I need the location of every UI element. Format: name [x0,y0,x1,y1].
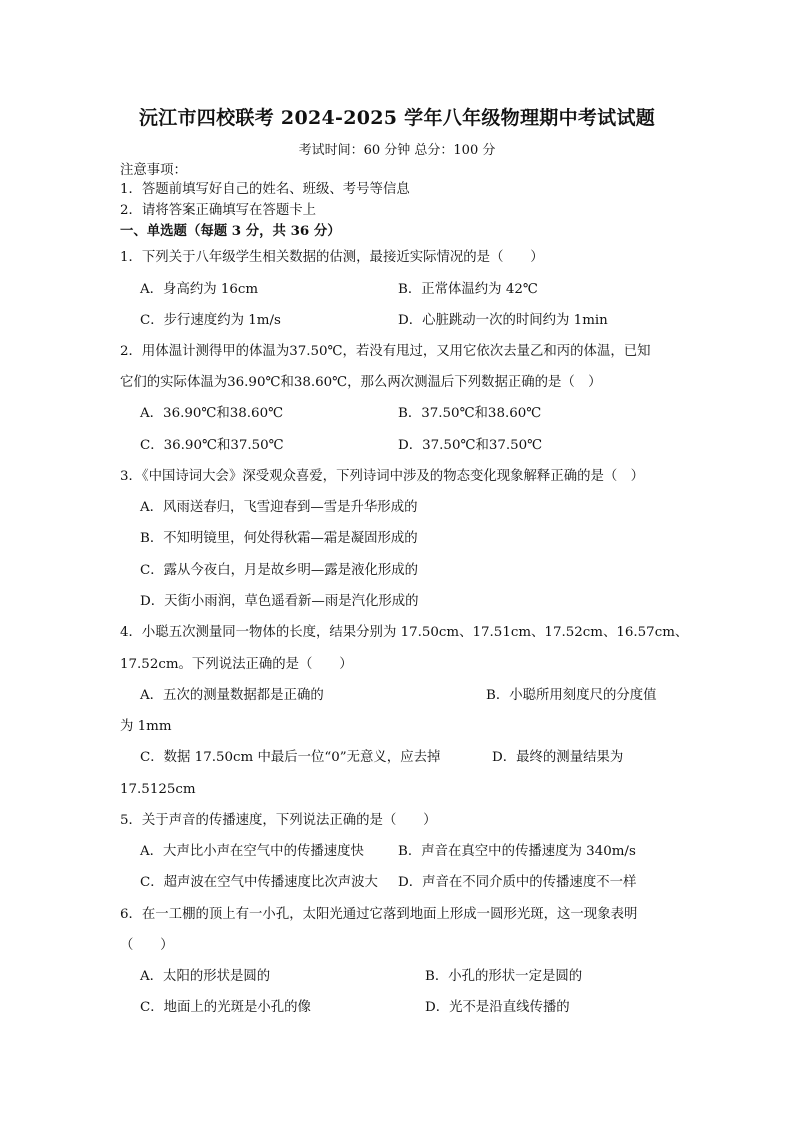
question-6-option-b: B．小孔的形状一定是圆的 [425,969,583,984]
question-6-option-d: D．光不是沿直线传播的 [425,1000,570,1015]
question-4-option-a: A．五次的测量数据都是正确的 [140,688,324,703]
question-2-option-c: C．36.90℃和37.50℃ [140,438,284,453]
question-2-option-d: D．37.50℃和37.50℃ [398,438,543,453]
question-6-stem: （ ） [120,938,174,953]
question-2-option-b: B．37.50℃和38.60℃ [398,406,542,421]
question-4-option-b: B．小聪所用刻度尺的分度值 [486,688,657,703]
question-3-option-c: C．露从今夜白，月是故乡明—露是液化形成的 [140,563,419,578]
question-3-option-d: D．天街小雨润，草色遥看新—雨是汽化形成的 [140,594,419,609]
question-3-option-a: A．风雨送春归，飞雪迎春到—雪是升华形成的 [140,500,418,515]
section-heading: 一、单选题（每题 3 分，共 36 分） [120,223,341,239]
question-5-option-b: B．声音在真空中的传播速度为 340m/s [398,844,636,859]
question-2-option-a: A．36.90℃和38.60℃ [140,406,284,421]
note-item: 2．请将答案正确填写在答题卡上 [120,203,316,218]
question-1-option-b: B．正常体温约为 42℃ [398,282,538,297]
question-3-stem: 3．《中国诗词大会》深受观众喜爱，下列诗词中涉及的物态变化现象解释正确的是（ ） [120,469,645,484]
notes-heading: 注意事项： [120,163,187,178]
note-item: 1．答题前填写好自己的姓名、班级、考号等信息 [120,182,410,197]
exam-title: 沅江市四校联考 2024-2025 学年八年级物理期中考试试题 [138,107,656,129]
question-5-option-d: D．声音在不同介质中的传播速度不一样 [398,875,637,890]
question-1-option-c: C．步行速度约为 1m/s [140,313,281,328]
question-6-option-c: C．地面上的光斑是小孔的像 [140,1000,311,1015]
question-1-option-d: D．心脏跳动一次的时间约为 1min [398,313,608,328]
question-4-stem: 17.52cm。下列说法正确的是（ ） [120,657,353,672]
question-5-option-c: C．超声波在空气中传播速度比次声波大 [140,875,378,890]
question-4-option-d: D．最终的测量结果为 [492,750,624,765]
question-4-option-b-cont: 为 1mm [120,719,172,734]
question-4-stem: 4．小聪五次测量同一物体的长度，结果分别为 17.50cm、17.51cm、17.52cm、16.57cm、 [120,625,689,640]
question-2-stem: 2．用体温计测得甲的体温为37.50℃，若没有甩过，又用它依次去量乙和丙的体温，已知 [120,344,651,359]
question-4-option-c: C．数据 17.50cm 中最后一位“0”无意义，应去掉 [140,750,441,765]
question-5-option-a: A．大声比小声在空气中的传播速度快 [140,844,364,859]
question-6-option-a: A．太阳的形状是圆的 [140,969,271,984]
question-2-stem: 它们的实际体温为36.90℃和38.60℃，那么两次测温后下列数据正确的是（ ） [120,375,602,390]
question-1-option-a: A．身高约为 16cm [140,282,259,297]
question-4-option-d-cont: 17.5125cm [120,782,196,797]
question-3-option-b: B．不知明镜里，何处得秋霜—霜是凝固形成的 [140,531,418,546]
question-5-stem: 5．关于声音的传播速度，下列说法正确的是（ ） [120,813,437,828]
question-6-stem: 6．在一工棚的顶上有一小孔，太阳光通过它落到地面上形成一圆形光斑，这一现象表明 [120,907,638,922]
exam-subtitle: 考试时间：60 分钟 总分：100 分 [298,143,496,158]
question-1-stem: 1．下列关于八年级学生相关数据的估测，最接近实际情况的是（ ） [120,250,544,265]
